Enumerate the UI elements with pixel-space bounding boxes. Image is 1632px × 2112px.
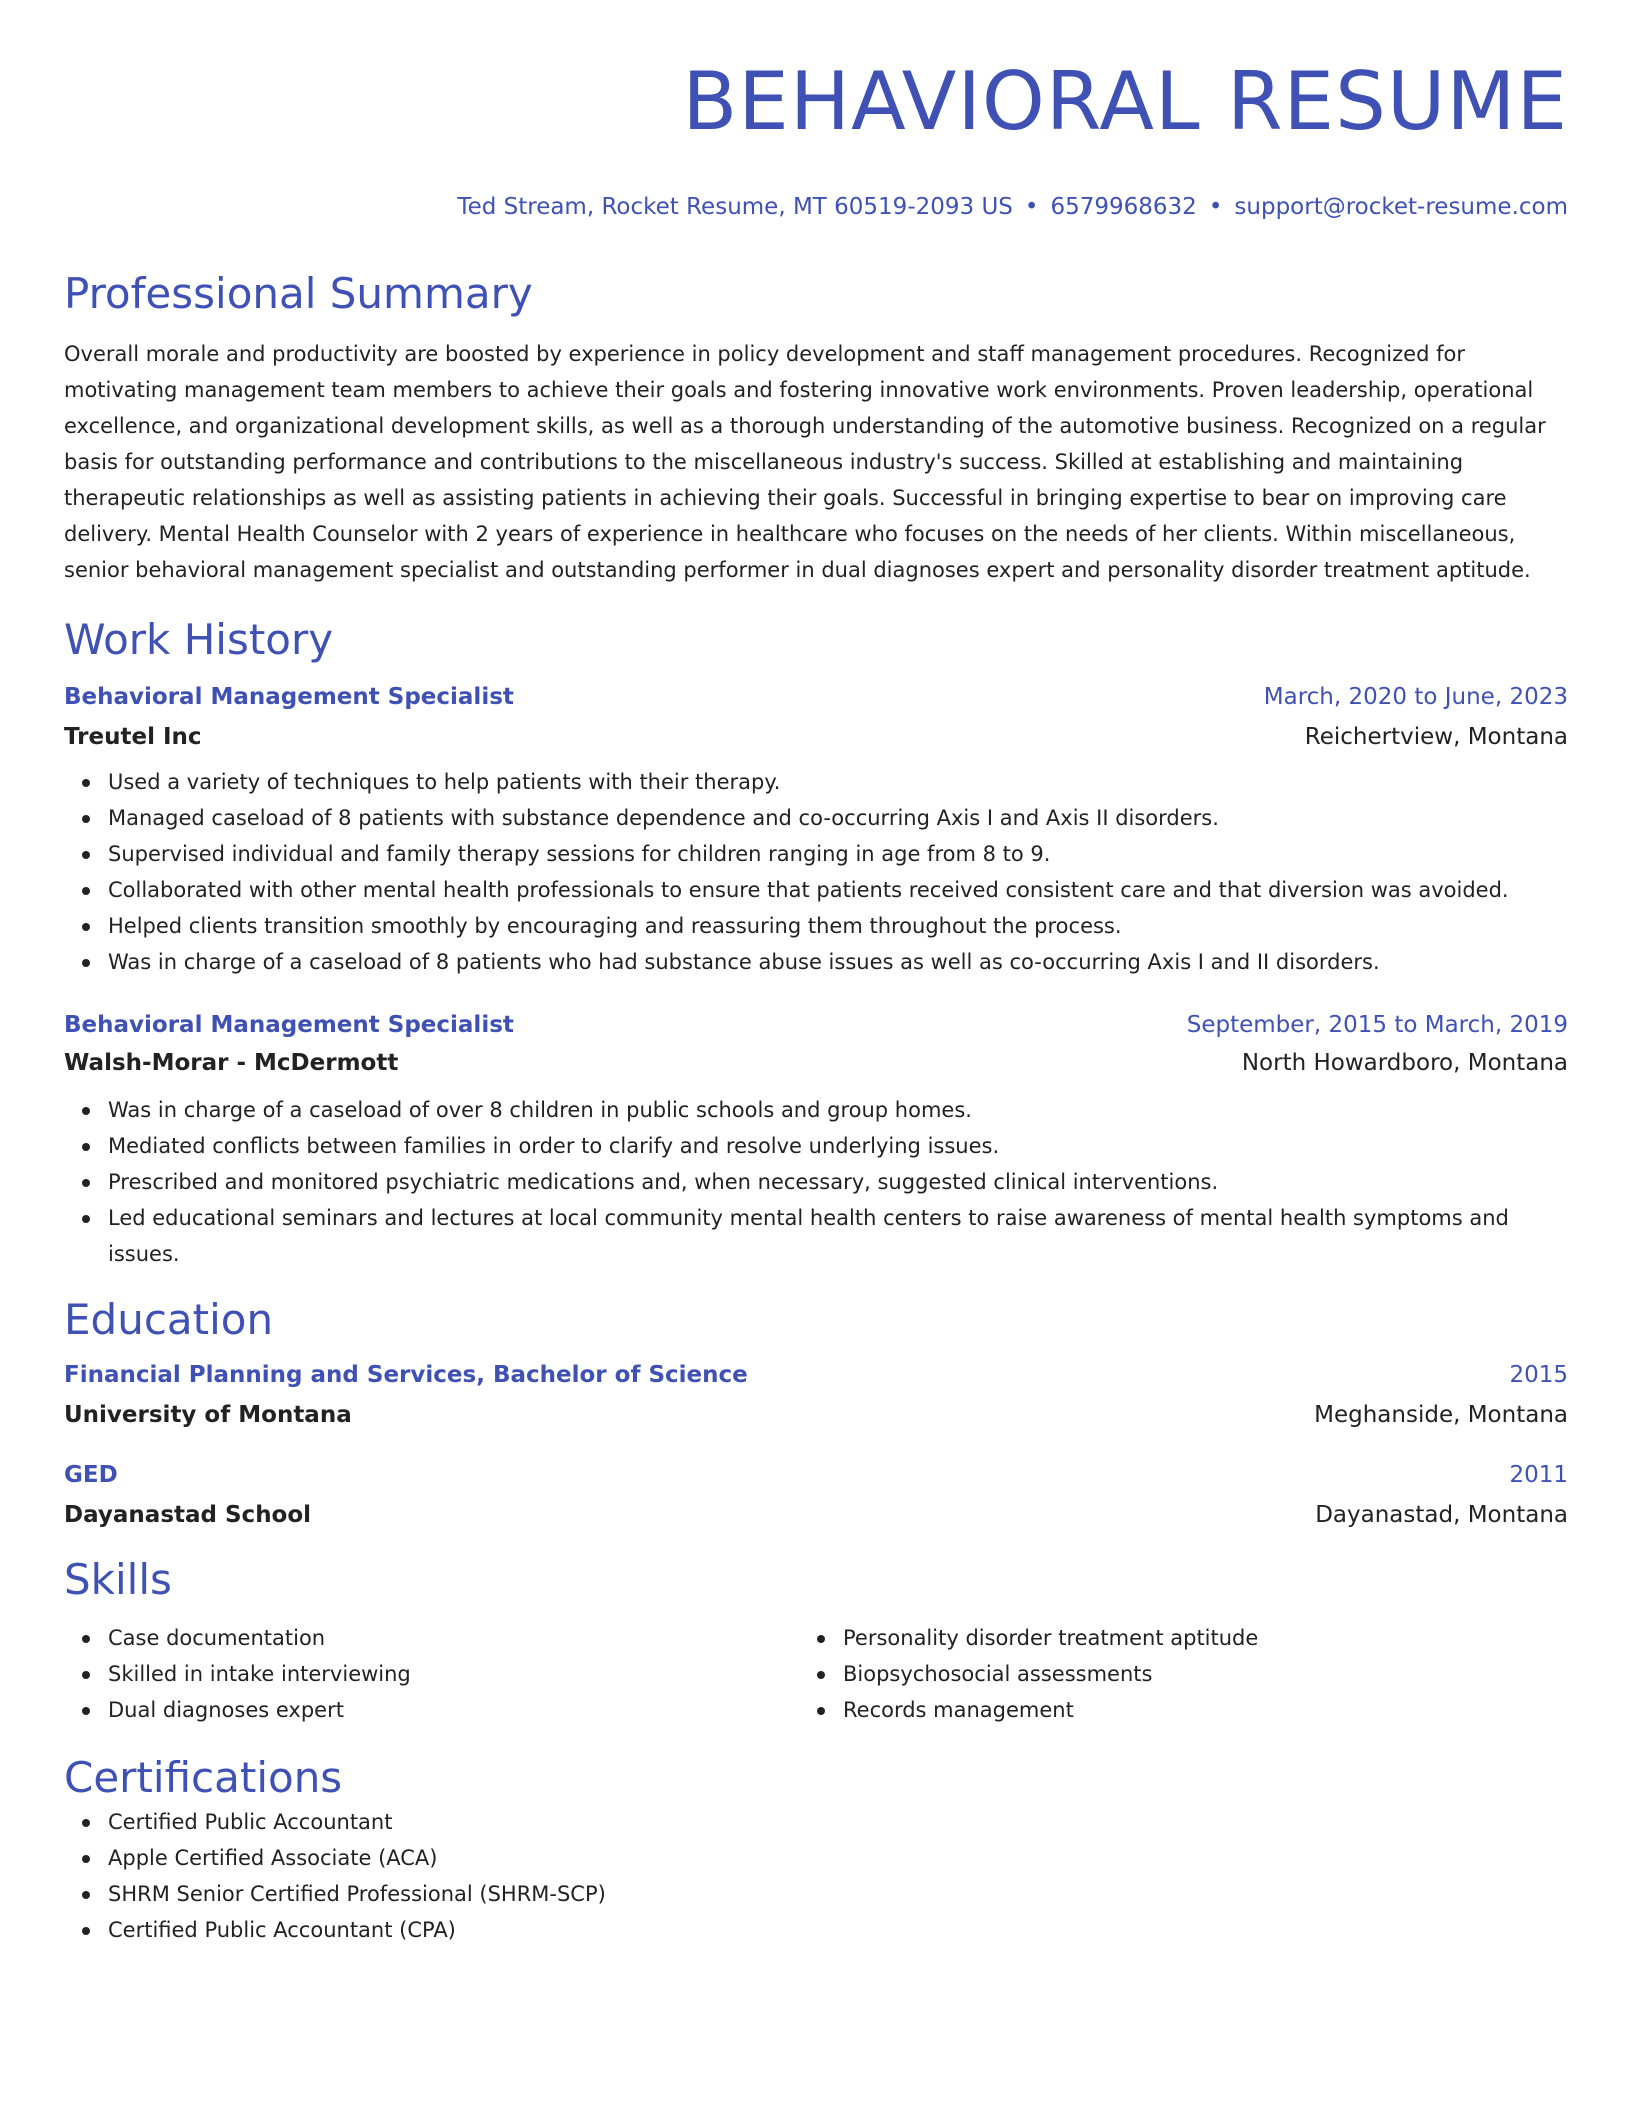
job-header [64,1010,1568,1040]
skill-item: Records management [843,1692,1534,1728]
job-bullet: Managed caseload of 8 patients with substance dependence and co-occurring Axis I and Axis II disorders. [108,800,1568,836]
education-header [64,1460,1568,1490]
resume-name: BEHAVIORAL RESUME [682,55,1568,148]
job-header [64,682,1568,712]
contact-email: support@rocket-resume.com [1234,194,1568,220]
certification-item: Certified Public Accountant (CPA) [108,1912,1568,1948]
skill-item: Biopsychosocial assessments [843,1656,1534,1692]
skills-grid [64,1620,1568,1728]
contact-phone: 6579968632 [1050,194,1197,220]
job-bullet: Was in charge of a caseload of 8 patients who had substance abuse issues as well as co-occurring Axis I and II disorders. [108,944,1568,980]
summary-text: Overall morale and productivity are boosted by experience in policy development and staff management procedures. Recognized for motivating management team members to achieve their goals and fostering innovative work environments. Proven leadership, operational excellence, and organizational development skills, as well as a thorough understanding of the automotive business. Recognized on a regular basis for outstanding performance and contributions to the miscellaneous industry's success. Skilled at establishing and maintaining therapeutic relationships as well as assisting patients in achieving their goals. Successful in bringing expertise to bear on improving care delivery. Mental Health Counselor with 2 years of experience in healthcare who focuses on the needs of her clients. Within miscellaneous, senior behavioral management specialist and outstanding performer in dual diagnoses expert and personality disorder treatment aptitude. [64,342,1546,582]
job-bullet: Collaborated with other mental health professionals to ensure that patients received consistent care and that diversion was avoided. [108,872,1568,908]
skills-column-left [64,1620,799,1728]
job-location: North Howardboro, Montana [1241,1050,1568,1076]
skills-column-right [799,1620,1534,1728]
job-dates: September, 2015 to March, 2019 [1186,1012,1568,1038]
education-entry [64,1460,1568,1530]
summary-heading: Professional Summary [64,269,533,318]
contact-separator: • [1208,194,1223,220]
education-school: University of Montana [64,1402,352,1428]
certification-item: SHRM Senior Certified Professional (SHRM-SCP) [108,1876,1568,1912]
skills-list [799,1620,1534,1728]
job-bullets [64,764,1568,980]
job-subheader [64,722,1568,752]
job-location: Reichertview, Montana [1304,724,1568,750]
job-entry [64,682,1568,980]
work-history-heading: Work History [64,615,334,664]
certifications-heading: Certifications [64,1753,343,1802]
job-bullet: Helped clients transition smoothly by encouraging and reassuring them throughout the process. [108,908,1568,944]
job-title: Behavioral Management Specialist [64,1012,514,1038]
contact-separator: • [1024,194,1039,220]
job-subheader [64,1048,1568,1078]
job-bullet: Mediated conflicts between families in order to clarify and resolve underlying issues. [108,1128,1568,1164]
education-year: 2011 [1509,1462,1568,1488]
education-location: Meghanside, Montana [1314,1402,1568,1428]
job-bullets [64,1092,1568,1272]
contact-address: Ted Stream, Rocket Resume, MT 60519-2093 US [457,194,1013,220]
certification-item: Certified Public Accountant [108,1804,1568,1840]
job-bullet: Used a variety of techniques to help patients with their therapy. [108,764,1568,800]
job-bullet: Was in charge of a caseload of over 8 children in public schools and group homes. [108,1092,1568,1128]
education-subheader [64,1400,1568,1430]
skill-item: Skilled in intake interviewing [108,1656,799,1692]
job-company: Walsh-Morar - McDermott [64,1050,399,1076]
skill-item: Case documentation [108,1620,799,1656]
education-entry [64,1360,1568,1430]
education-year: 2015 [1509,1362,1568,1388]
certifications-list [64,1804,1568,1948]
education-header [64,1360,1568,1390]
education-subheader [64,1500,1568,1530]
job-dates: March, 2020 to June, 2023 [1263,684,1568,710]
contact-line [64,192,1568,222]
skill-item: Personality disorder treatment aptitude [843,1620,1534,1656]
job-bullet: Supervised individual and family therapy sessions for children ranging in age from 8 to 9. [108,836,1568,872]
skills-heading: Skills [64,1555,172,1604]
education-heading: Education [64,1295,274,1344]
job-entry [64,1010,1568,1272]
education-location: Dayanastad, Montana [1315,1502,1568,1528]
skills-list [64,1620,799,1728]
education-degree: GED [64,1462,118,1488]
education-degree: Financial Planning and Services, Bachelor of Science [64,1362,748,1388]
certification-item: Apple Certified Associate (ACA) [108,1840,1568,1876]
skill-item: Dual diagnoses expert [108,1692,799,1728]
job-bullet: Prescribed and monitored psychiatric medications and, when necessary, suggested clinical interventions. [108,1164,1568,1200]
job-title: Behavioral Management Specialist [64,684,514,710]
job-company: Treutel Inc [64,724,202,750]
job-bullet: Led educational seminars and lectures at local community mental health centers to raise awareness of mental health symptoms and issues. [108,1200,1568,1272]
education-school: Dayanastad School [64,1502,312,1528]
